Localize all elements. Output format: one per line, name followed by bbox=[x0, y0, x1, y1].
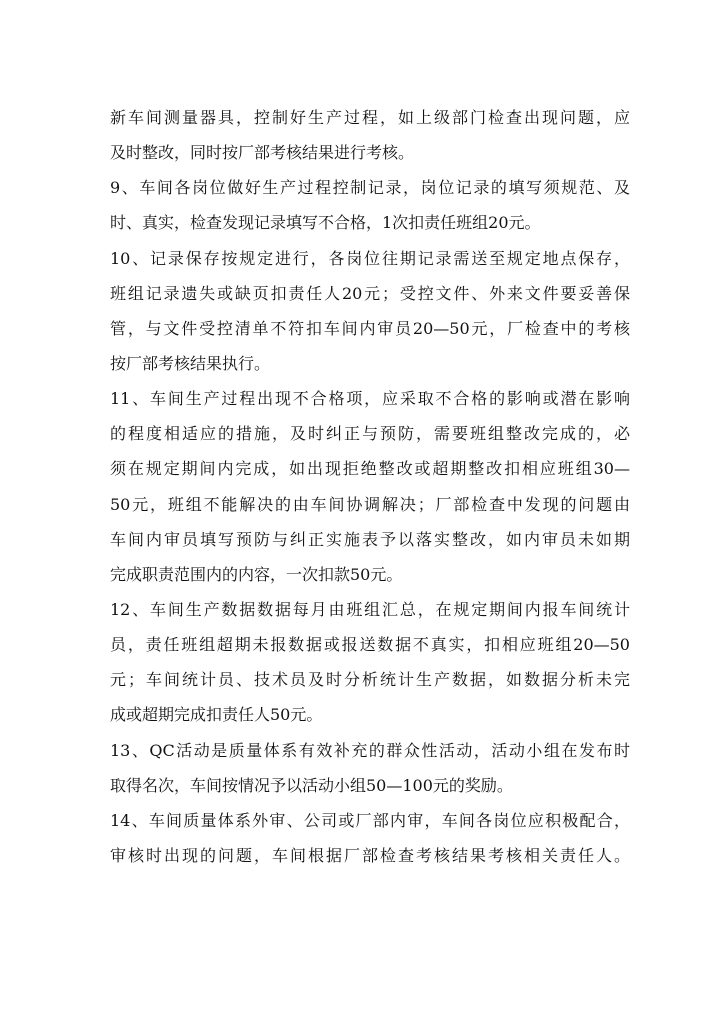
text-line: 10、记录保存按规定进行，各岗位往期记录需送至规定地点保存， bbox=[110, 248, 630, 268]
text-line: 新车间测量器具，控制好生产过程，如上级部门检查出现问题，应 bbox=[110, 108, 630, 127]
text-line: 按厂部考核结果执行。 bbox=[110, 353, 271, 373]
text-line: 12、车间生产数据数据每月由班组汇总，在规定期间内报车间统计 bbox=[110, 599, 630, 619]
text-line: 取得名次，车间按情况予以活动小组50—100元的奖励。 bbox=[110, 775, 513, 795]
text-line: 13、QC活动是质量体系有效补充的群众性活动，活动小组在发布时 bbox=[110, 740, 630, 760]
text-line: 须在规定期间内完成，如出现拒绝整改或超期整改扣相应班组30— bbox=[110, 459, 630, 479]
text-line: 员，责任班组超期未报数据或报送数据不真实，扣相应班组20—50 bbox=[110, 635, 630, 655]
text-line: 14、车间质量体系外审、公司或厂部内审，车间各岗位应积极配合， bbox=[110, 810, 630, 830]
text-line: 管，与文件受控清单不符扣车间内审员20—50元，厂检查中的考核 bbox=[110, 318, 630, 338]
text-line: 时、真实，检查发现记录填写不合格，1次扣责任班组20元。 bbox=[110, 213, 541, 233]
text-line: 11、车间生产过程出现不合格项，应采取不合格的影响或潜在影响 bbox=[110, 389, 630, 409]
text-line: 完成职责范围内的内容，一次扣款50元。 bbox=[110, 564, 403, 584]
text-line: 成或超期完成扣责任人50元。 bbox=[110, 705, 323, 725]
text-line: 及时整改，同时按厂部考核结果进行考核。 bbox=[110, 143, 415, 163]
text-line: 审核时出现的问题，车间根据厂部检查考核结果考核相关责任人。 bbox=[110, 845, 630, 865]
body-text bbox=[110, 100, 630, 873]
text-line: 9、车间各岗位做好生产过程控制记录，岗位记录的填写须规范、及 bbox=[110, 178, 630, 198]
text-line: 的程度相适应的措施，及时纠正与预防，需要班组整改完成的，必 bbox=[110, 424, 630, 444]
text-line: 车间内审员填写预防与纠正实施表予以落实整改，如内审员未如期 bbox=[110, 529, 630, 549]
text-line: 班组记录遗失或缺页扣责任人20元；受控文件、外来文件要妥善保 bbox=[110, 283, 630, 303]
text-line: 50元，班组不能解决的由车间协调解决；厂部检查中发现的问题由 bbox=[110, 494, 630, 514]
text-line: 元；车间统计员、技术员及时分析统计生产数据，如数据分析未完 bbox=[110, 670, 630, 690]
